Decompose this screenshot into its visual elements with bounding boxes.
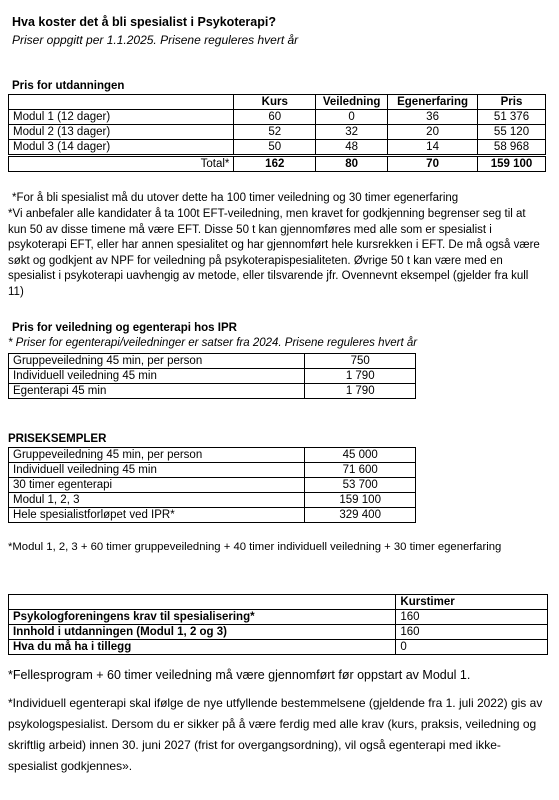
table-total-row [9, 156, 546, 172]
footnote-individual-therapy: *Individuell egenterapi skal ifølge de nye utfyllende bestemmelsene (gjeldende fra 1. juli 2022) gis av psykologspesialist. Dersom du er sikker på å være ferdig med alle krav (kurs, praksis, veiledning og skriftlig arbeid) innen 30. juni 2027 (frist for overgangsordning), vil også egenterapi med ikke-spesialist godkjennes». [8, 696, 543, 773]
table-cell: 1 790 [305, 384, 416, 399]
table-header-cell: Kurs [234, 95, 316, 110]
table-cell: 750 [305, 354, 416, 369]
table-cell: Modul 2 (13 dager) [9, 125, 234, 140]
table-row [9, 640, 548, 655]
table-cell: 0 [316, 110, 388, 125]
table-cell: 55 120 [478, 125, 546, 140]
section-heading-price-examples: PRISEKSEMPLER [8, 433, 107, 445]
table-cell: 70 [388, 156, 478, 172]
table-cell: Total* [9, 156, 234, 172]
table-cell: 1 790 [305, 369, 416, 384]
table-header-row [9, 95, 546, 110]
table-cell: 53 700 [305, 478, 416, 493]
table-cell: 45 000 [305, 448, 416, 463]
supervision-price-table [8, 353, 416, 399]
course-hours-table [8, 594, 548, 655]
table-cell: 0 [396, 640, 548, 655]
table-cell: Gruppeveiledning 45 min, per person [9, 354, 305, 369]
price-examples-table [8, 447, 416, 523]
table-cell: 51 376 [478, 110, 546, 125]
table-cell: Individuell veiledning 45 min [9, 463, 305, 478]
table-cell: 30 timer egenterapi [9, 478, 305, 493]
table-cell: 80 [316, 156, 388, 172]
table-cell: Modul 1, 2, 3 [9, 493, 305, 508]
table-row [9, 478, 416, 493]
education-price-table [8, 94, 546, 172]
table-cell: 50 [234, 140, 316, 156]
table-cell: 329 400 [305, 508, 416, 523]
table-cell: Gruppeveiledning 45 min, per person [9, 448, 305, 463]
table-cell: Hele spesialistforløpet ved IPR* [9, 508, 305, 523]
table-row [9, 369, 416, 384]
table-cell: Modul 3 (14 dager) [9, 140, 234, 156]
table-cell: 58 968 [478, 140, 546, 156]
table-header-cell: Veiledning [316, 95, 388, 110]
table-row [9, 508, 416, 523]
table-row [9, 125, 546, 140]
table-row [9, 463, 416, 478]
table-row [9, 610, 548, 625]
table-cell: 14 [388, 140, 478, 156]
table-header-cell [9, 95, 234, 110]
table-row [9, 384, 416, 399]
table-cell: Modul 1 (12 dager) [9, 110, 234, 125]
table-cell: Psykologforeningens krav til spesialisering* [9, 610, 396, 625]
table-cell: 71 600 [305, 463, 416, 478]
table-cell: Innhold i utdanningen (Modul 1, 2 og 3) [9, 625, 396, 640]
table-header-cell: Egenerfaring [388, 95, 478, 110]
section-heading-education-price: Pris for utdanningen [12, 80, 125, 92]
table-cell: Individuell veiledning 45 min [9, 369, 305, 384]
table-cell: 160 [396, 610, 548, 625]
table-row [9, 448, 416, 463]
table-header-row [9, 595, 548, 610]
table-cell: 36 [388, 110, 478, 125]
table-cell: 159 100 [305, 493, 416, 508]
table-cell: 160 [396, 625, 548, 640]
table-cell: 60 [234, 110, 316, 125]
table-cell: 52 [234, 125, 316, 140]
table-cell: 32 [316, 125, 388, 140]
table-cell: 162 [234, 156, 316, 172]
table-cell [9, 595, 396, 610]
table-row [9, 493, 416, 508]
table-row [9, 110, 546, 125]
table-cell: Egenterapi 45 min [9, 384, 305, 399]
footnote-fellesprogram: *Fellesprogram + 60 timer veiledning må være gjennomført før oppstart av Modul 1. [8, 668, 471, 682]
table-row [9, 354, 416, 369]
page-title: Hva koster det å bli spesialist i Psykoterapi? [12, 15, 276, 29]
table-cell: 20 [388, 125, 478, 140]
table-cell: 159 100 [478, 156, 546, 172]
section-heading-supervision-price: Pris for veiledning og egenterapi hos IPR [12, 322, 237, 334]
table-header-cell: Pris [478, 95, 546, 110]
page-subtitle: Priser oppgitt per 1.1.2025. Prisene reguleres hvert år [12, 33, 299, 47]
table-row [9, 140, 546, 156]
table-row [9, 625, 548, 640]
table-header-cell: Kurstimer [396, 595, 548, 610]
section-note-rates: * Priser for egenterapi/veiledninger er satser fra 2024. Prisene reguleres hvert år [8, 337, 418, 349]
table-cell: Hva du må ha i tillegg [9, 640, 396, 655]
note-eft-recommendation: *Vi anbefaler alle kandidater å ta 100t EFT-veiledning, men kravet for godkjenning begrenser seg til at kun 50 av disse timene må være EFT. Disse 50 t kan gjennomføres med alle som er spesialist i psykoterapi EFT, eller har annen spesialitet og har gjennomført hele kursrekken i EFT. De må også være søkt og godkjent av NPF for veiledning på psykoterapispesialiteten. Øvrige 50 t kan være med en spesialist i psykoterapi uavhengig av metode, eller tilsvarende jfr. Ovennevnt eksempel (gjelder fra kull 11) [8, 208, 540, 298]
note-requirement: *For å bli spesialist må du utover dette ha 100 timer veiledning og 30 timer egenerfaring [12, 192, 459, 204]
price-examples-footnote: *Modul 1, 2, 3 + 60 timer gruppeveiledning + 40 timer individuell veiledning + 30 timer egenerfaring [8, 541, 502, 553]
table-cell: 48 [316, 140, 388, 156]
